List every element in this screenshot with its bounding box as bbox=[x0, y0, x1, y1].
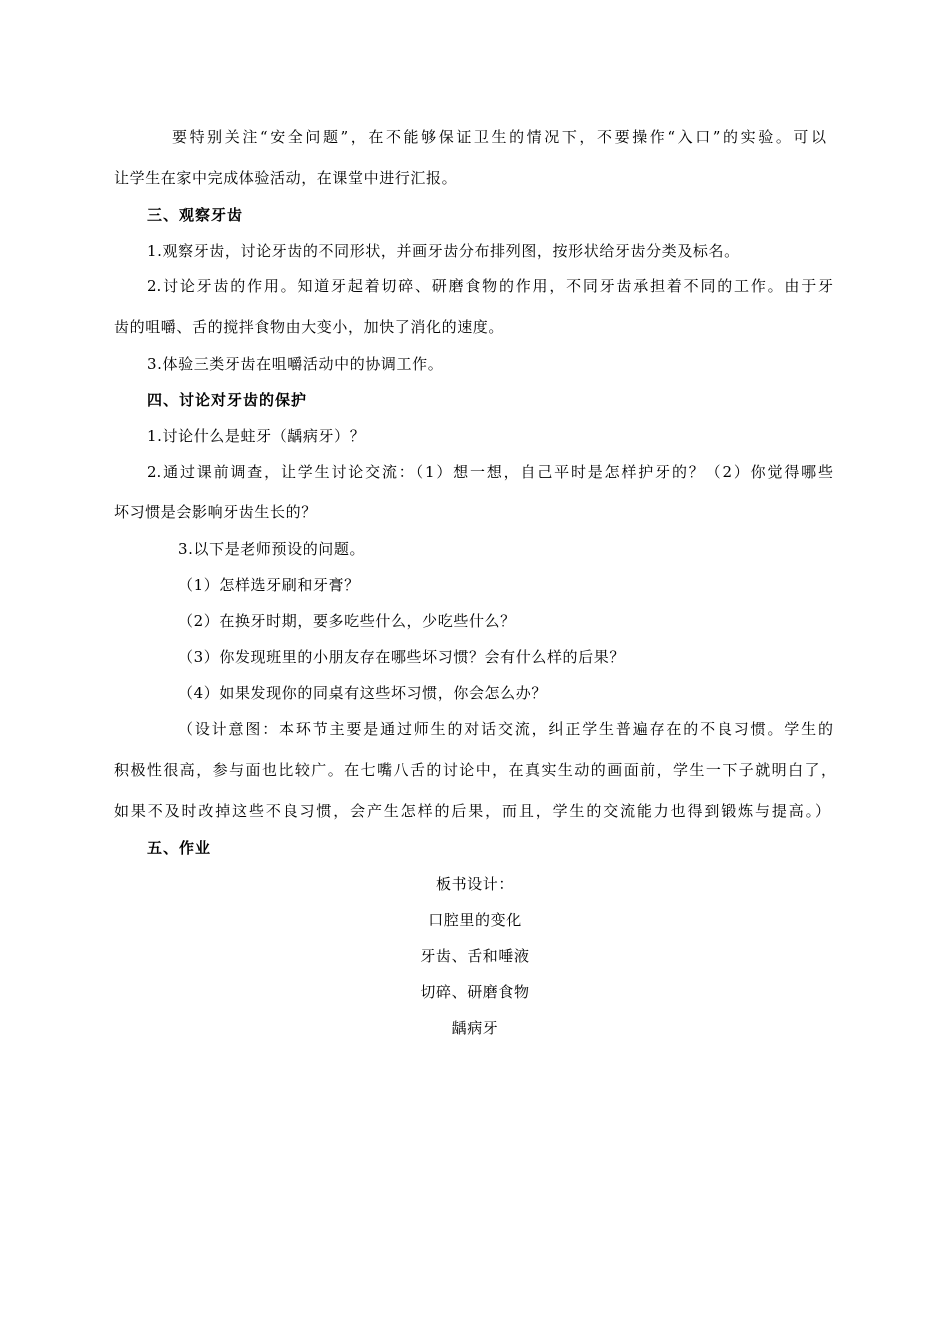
section4-item-2-line-1: 2.通过课前调查，让学生讨论交流：（1）想一想，自己平时是怎样护牙的？（2）你觉得哪些 bbox=[147, 463, 833, 481]
section4-item-3: 3.以下是老师预设的问题。 bbox=[178, 540, 366, 558]
board-line-3: 切碎、研磨食物 bbox=[420, 983, 530, 1001]
section4-heading: 四、讨论对牙齿的保护 bbox=[147, 391, 308, 409]
board-line-4: 龋病牙 bbox=[451, 1019, 499, 1037]
section4-item-1: 1.讨论什么是蛀牙（龋病牙）？ bbox=[147, 427, 366, 445]
design-intent-line-2: 积极性很高，参与面也比较广。在七嘴八舌的讨论中，在真实生动的画面前，学生一下子就明白了， bbox=[114, 761, 836, 779]
design-intent-line-3: 如果不及时改掉这些不良习惯，会产生怎样的后果，而且，学生的交流能力也得到锻炼与提高。） bbox=[114, 802, 830, 820]
question-3: （3）你发现班里的小朋友存在哪些坏习惯？会有什么样的后果？ bbox=[178, 648, 625, 666]
question-2: （2）在换牙时期，要多吃些什么，少吃些什么？ bbox=[178, 612, 516, 630]
section3-item-2-line-1: 2.讨论牙齿的作用。知道牙起着切碎、研磨食物的作用，不同牙齿承担着不同的工作。由于牙 bbox=[147, 277, 833, 295]
intro-line-1: 要特别关注“安全问题”，在不能够保证卫生的情况下，不要操作“入口”的实验。可以 bbox=[172, 128, 826, 146]
intro-line-2: 让学生在家中完成体验活动，在课堂中进行汇报。 bbox=[114, 169, 458, 187]
section3-heading: 三、观察牙齿 bbox=[147, 206, 244, 224]
question-4: （4）如果发现你的同桌有这些坏习惯，你会怎么办？ bbox=[178, 684, 547, 702]
design-intent-line-1: （设计意图：本环节主要是通过师生的对话交流，纠正学生普遍存在的不良习惯。学生的 bbox=[178, 720, 833, 738]
question-1: （1）怎样选牙刷和牙膏？ bbox=[178, 576, 360, 594]
board-line-2: 牙齿、舌和唾液 bbox=[420, 947, 530, 965]
section5-heading: 五、作业 bbox=[147, 839, 212, 857]
board-line-1: 口腔里的变化 bbox=[428, 911, 522, 929]
section3-item-2-line-2: 齿的咀嚼、舌的搅拌食物由大变小，加快了消化的速度。 bbox=[114, 318, 505, 336]
section3-item-1: 1.观察牙齿，讨论牙齿的不同形状，并画牙齿分布排列图，按形状给牙齿分类及标名。 bbox=[147, 242, 740, 260]
section4-item-2-line-2: 坏习惯是会影响牙齿生长的？ bbox=[114, 503, 317, 521]
board-design-title: 板书设计： bbox=[435, 875, 514, 893]
section3-item-3: 3.体验三类牙齿在咀嚼活动中的协调工作。 bbox=[147, 355, 444, 373]
